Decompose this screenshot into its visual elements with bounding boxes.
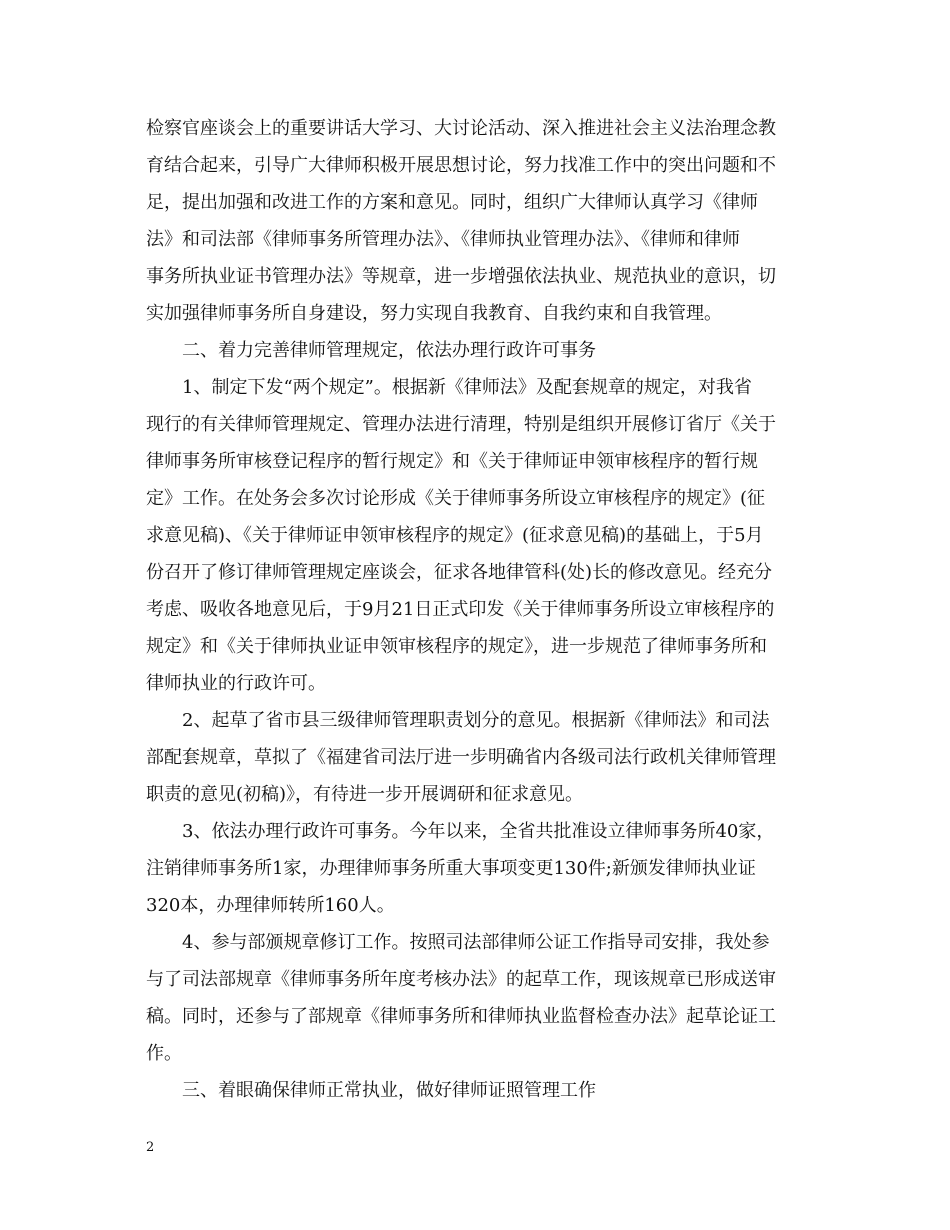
text-line: 现行的有关律师管理规定、管理办法进行清理，特别是组织开展修订省厅《关于	[146, 414, 776, 435]
text-line: 育结合起来，引导广大律师积极开展思想讨论，努力找准工作中的突出问题和不	[146, 155, 776, 176]
text-line: 份召开了修订律师管理规定座谈会，征求各地律管科(处)长的修改意见。经充分	[146, 562, 773, 583]
text-line: 部配套规章，草拟了《福建省司法厅进一步明确省内各级司法行政机关律师管理	[146, 747, 776, 768]
text-line: 检察官座谈会上的重要讲话大学习、大讨论活动、深入推进社会主义法治理念教	[146, 118, 776, 139]
text-line: 4、参与部颁规章修订工作。按照司法部律师公证工作指导司安排，我处参	[182, 932, 770, 953]
text-line: 法》和司法部《律师事务所管理办法》、《律师执业管理办法》、《律师和律师	[146, 229, 740, 250]
page-number: 2	[146, 1140, 155, 1155]
text-line: 足，提出加强和改进工作的方案和意见。同时，组织广大律师认真学习《律师	[146, 192, 758, 213]
text-line: 3、依法办理行政许可事务。今年以来，全省共批准设立律师事务所40家，	[182, 821, 775, 842]
text-line: 职责的意见(初稿)》，有待进一步开展调研和征求意见。	[146, 784, 584, 805]
text-line: 320本，办理律师转所160人。	[146, 895, 395, 916]
text-line: 稿。同时，还参与了部规章《律师事务所和律师执业监督检查办法》起草论证工	[146, 1006, 776, 1027]
text-line: 律师事务所审核登记程序的暂行规定》和《关于律师证申领审核程序的暂行规	[146, 451, 758, 472]
text-line: 与了司法部规章《律师事务所年度考核办法》的起草工作，现该规章已形成送审	[146, 969, 776, 990]
text-line: 1、制定下发“两个规定”。根据新《律师法》及配套规章的规定，对我省	[182, 377, 752, 398]
section-heading: 二、着力完善律师管理规定，依法办理行政许可事务	[182, 340, 596, 361]
text-line: 求意见稿)、《关于律师证申领审核程序的规定》(征求意见稿)的基础上，于5月	[146, 525, 764, 546]
text-line: 事务所执业证书管理办法》等规章，进一步增强依法执业、规范执业的意识，切	[146, 266, 776, 287]
section-heading: 三、着眼确保律师正常执业，做好律师证照管理工作	[182, 1080, 596, 1101]
text-line: 2、起草了省市县三级律师管理职责划分的意见。根据新《律师法》和司法	[182, 710, 770, 731]
text-line: 作。	[146, 1043, 182, 1064]
text-line: 实加强律师事务所自身建设，努力实现自我教育、自我约束和自我管理。	[146, 303, 722, 324]
body-text	[146, 110, 806, 1109]
text-line: 考虑、吸收各地意见后，于9月21日正式印发《关于律师事务所设立审核程序的	[146, 599, 775, 620]
text-line: 规定》和《关于律师执业证申领审核程序的规定》，进一步规范了律师事务所和	[146, 636, 767, 657]
text-line: 律师执业的行政许可。	[146, 673, 326, 694]
text-line: 注销律师事务所1家，办理律师事务所重大事项变更130件;新颁发律师执业证	[146, 858, 756, 879]
text-line: 定》工作。在处务会多次讨论形成《关于律师事务所设立审核程序的规定》(征	[146, 488, 766, 509]
